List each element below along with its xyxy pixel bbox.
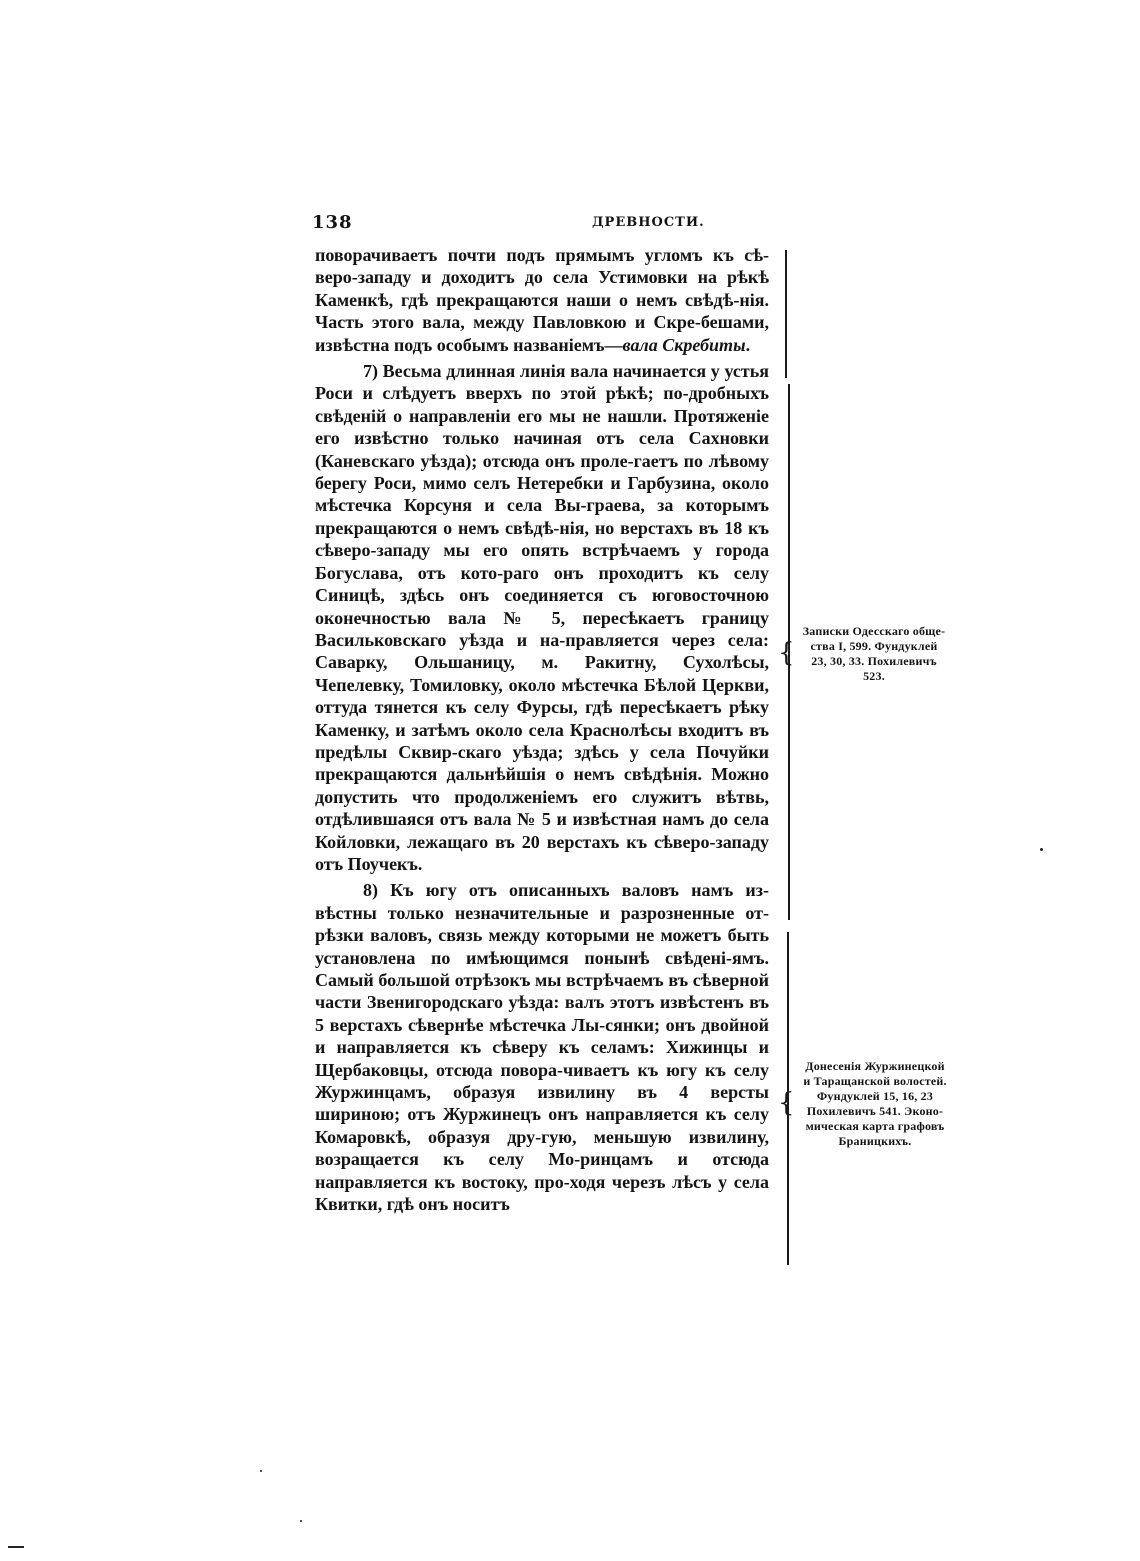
margin-note-line: ства I, 599. Фундуклей [810,639,938,653]
italic-term: вала Скребиты [622,334,746,355]
page-number: 138 [312,212,353,233]
paragraph-8: 8) Къ югу отъ описанныхъ валовъ намъ из-вѣстны только незначительные и разрозненные от-рѣзки валовъ, связь между которыми не можетъ быть установлена по имѣющимся понынѣ свѣдені-ямъ. Самый большой отрѣзокъ мы встрѣчаемъ въ сѣверной части Звенигородскаго уѣзда: валъ этотъ извѣстенъ въ 5 верстахъ сѣвернѣе мѣстечка Лы-сянки; онъ двойной и направляется къ сѣверу къ селамъ: Хижинцы и Щербаковцы, отсюда повора-чиваетъ къ югу къ селу Журжинцамъ, образуя извилину въ 4 версты шириною; отъ Журжинецъ онъ направляется къ селу Комаровкѣ, образуя дру-гую, меньшую извилину, возращается къ селу Мо-ринцамъ и отсюда направляется къ востоку, про-ходя черезъ лѣсъ у села Квитки, гдѣ онъ носитъ [315,880,769,1215]
running-title: ДРЕВНОСТИ. [592,215,705,230]
paragraph-text: поворачиваетъ почти подъ прямымъ угломъ къ сѣ-веро-западу и доходитъ до села Устимовки на рѣкѣ Каменкѣ, гдѣ прекращаются наши о немъ свѣдѣ-нія. Часть этого вала, между Павловкою и Скре-бешами, извѣстна подъ особымъ названіемъ— [315,245,769,355]
margin-note-line: и Таращанской волостей. [803,1074,947,1088]
margin-note-line: Донесенія Журжинецкой [805,1059,945,1073]
scan-edge-mark [8,1546,24,1548]
margin-note-line: Фундуклей 15, 16, 23 [816,1089,934,1103]
running-head [312,212,782,236]
brace-icon: { [778,638,795,668]
margin-note-sources-2 [790,1059,960,1149]
margin-note-line: Записки Одесскаго обще- [802,624,946,638]
margin-note-line: Браницкихъ. [838,1134,912,1148]
margin-rule [785,250,787,378]
margin-note-line: 523. [863,669,885,683]
scan-speck [1040,848,1043,851]
margin-note-line: Похилевичъ 541. Эконо- [806,1104,944,1118]
margin-note-line: мическая карта графовъ [805,1119,945,1133]
scan-speck [300,1520,302,1522]
paragraph-7: 7) Весьма длинная линія вала начинается у устья Роси и слѣдуетъ вверхъ по этой рѣкѣ; по-дробныхъ свѣденій о направленіи его мы не нашли. Протяженіе его извѣстно только начиная отъ села Сахновки (Каневскаго уѣзда); отсюда онъ проле-гаетъ по лѣвому берегу Роси, мимо селъ Нетеребки и Гарбузина, около мѣстечка Корсуня и села Вы-граева, за которымъ прекращаются о немъ свѣдѣ-нія, но верстахъ въ 18 къ сѣверо-западу мы его опять встрѣчаемъ у города Богуслава, отъ кото-раго онъ проходитъ къ селу Синицѣ, здѣсь онъ соединяется съ юговосточною оконечностью вала № 5, пересѣкаетъ границу Васильковскаго уѣзда и на-правляется через села: Саварку, Ольшаницу, м. Ракитну, Сухолѣсы, Чепелевку, Томиловку, около мѣстечка Бѣлой Церкви, оттуда тянется къ селу Фурсы, гдѣ пересѣкаетъ рѣку Каменку, и затѣмъ около села Краснолѣсы входитъ въ предѣлы Сквир-скаго уѣзда; здѣсь у села Почуйки прекращаются дальнѣйшія о немъ свѣдѣнія. Можно допустить что продолженіемъ его служитъ вѣтвь, отдѣлившаяся отъ вала № 5 и извѣстная намъ до села Койловки, лежащаго въ 20 верстахъ къ сѣверо-западу отъ Поучекъ. [315,361,769,874]
main-text-column [315,244,769,1215]
paragraph-continuation [315,244,769,356]
margin-note-line: 23, 30, 33. Похилевичъ [811,654,937,668]
brace-icon: { [778,1088,795,1118]
margin-note-sources-1 [790,624,958,684]
paragraph-end-mark: . [745,334,751,355]
scan-speck [260,1470,262,1472]
